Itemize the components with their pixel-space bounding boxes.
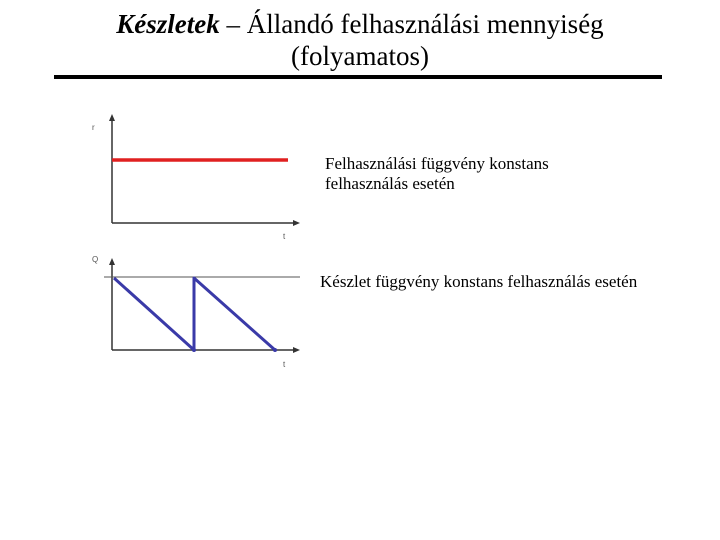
stock-y-label: Q — [92, 255, 99, 264]
stock-function-chart — [92, 255, 300, 369]
stock-y-arrow — [109, 258, 115, 265]
title-line-2: (folyamatos) — [291, 41, 429, 71]
stock-x-arrow — [293, 347, 300, 353]
usage-x-label: t — [283, 232, 286, 241]
usage-function-chart — [92, 114, 300, 241]
stock-x-label: t — [283, 360, 286, 369]
usage-x-arrow — [293, 220, 300, 226]
stock-end-point — [273, 348, 277, 352]
stock-sawtooth-line — [114, 278, 275, 350]
stock-function-caption: Készlet függvény konstans felhasználás esetén — [320, 272, 638, 291]
title-bold-part: Készletek — [116, 9, 220, 39]
usage-function-caption: Felhasználási függvény konstans felhasználás esetén — [325, 154, 549, 193]
usage-y-arrow — [109, 114, 115, 121]
title-rest-part: – Állandó felhasználási mennyiség — [219, 9, 604, 39]
usage-y-label: r — [92, 123, 95, 132]
stock-reorder-point — [192, 348, 196, 352]
